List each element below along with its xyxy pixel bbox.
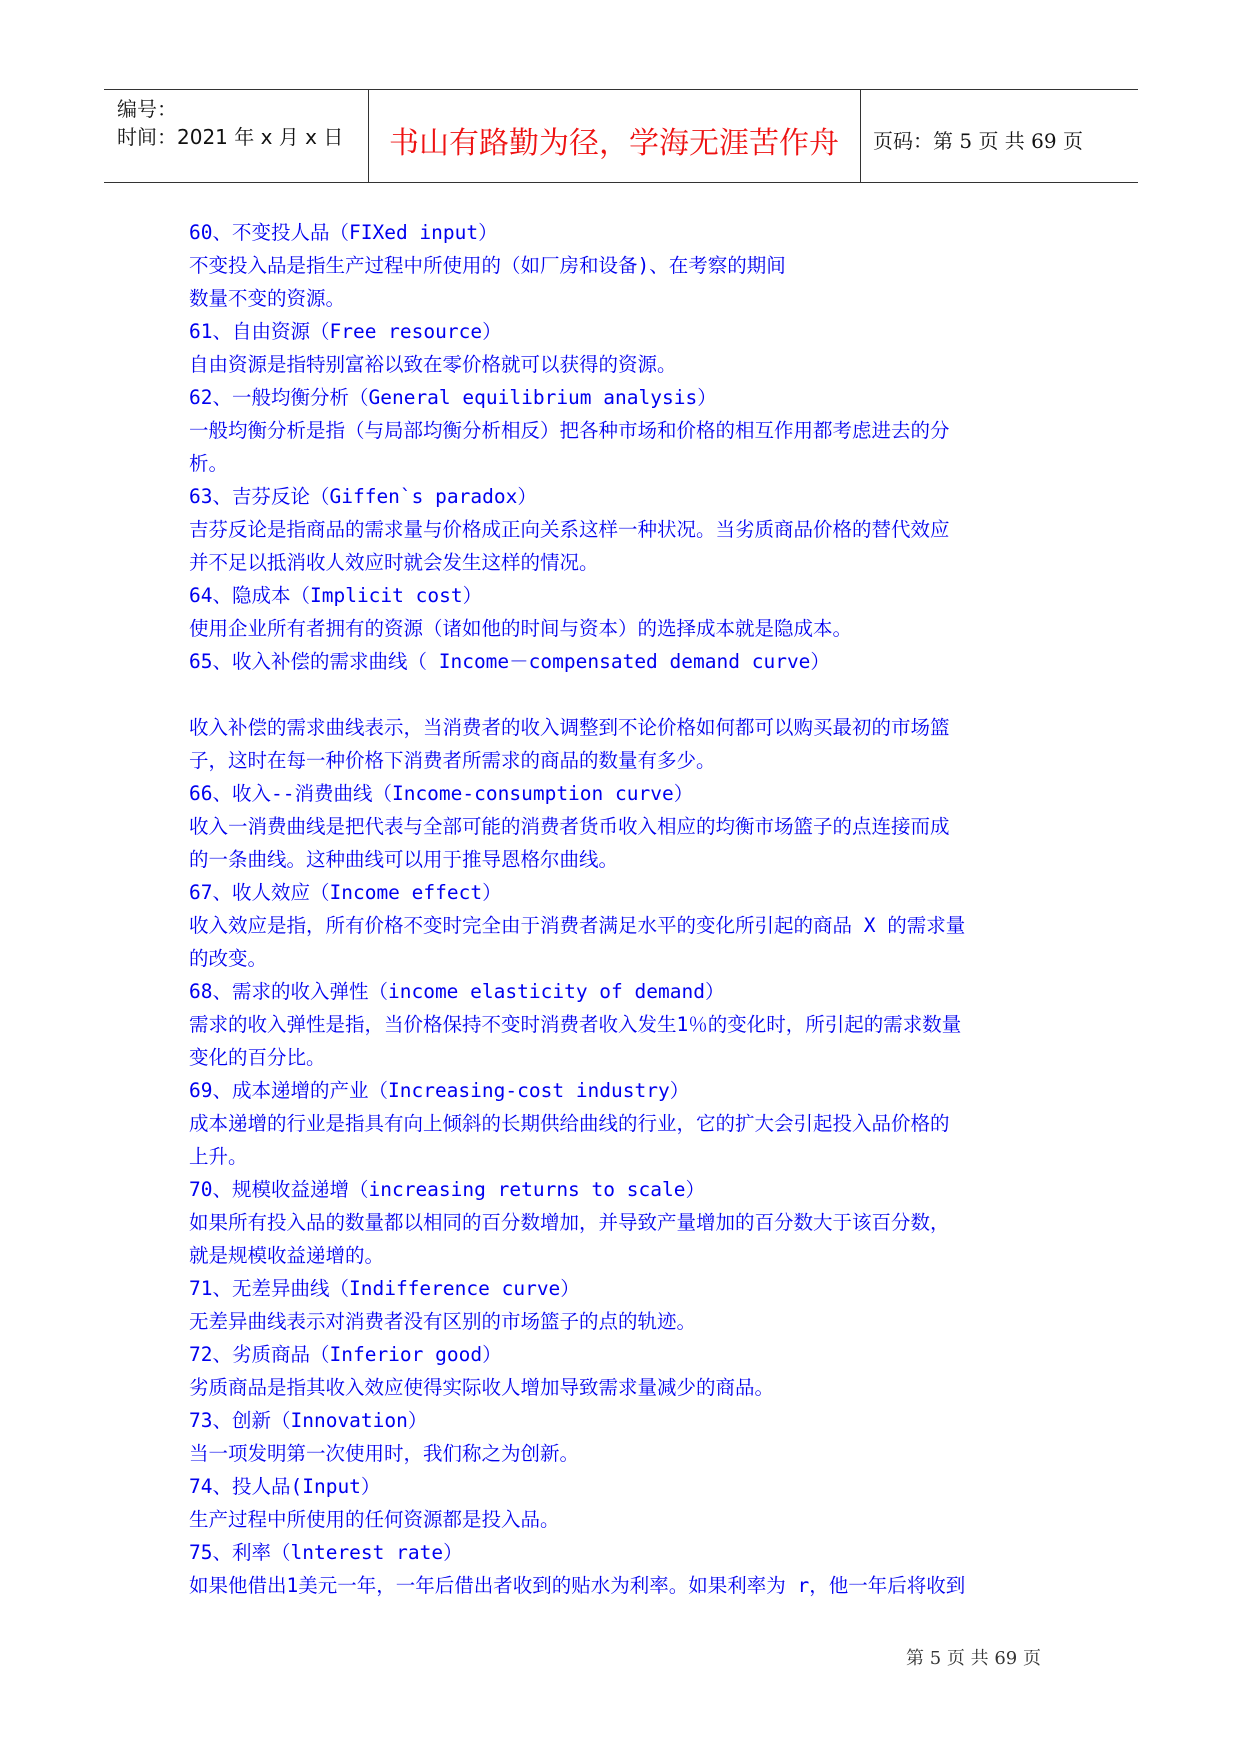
header-divider-right (860, 89, 861, 183)
entry-body-line: 的改变。 (189, 947, 268, 970)
entry-title: 74、投人品(Input） (189, 1475, 381, 1498)
footer-page-label: 第 5 页 共 69 页 (906, 1648, 1041, 1669)
entry-body-line: 吉芬反论是指商品的需求量与价格成正向关系这样一种状况。当劣质商品价格的替代效应 (189, 518, 950, 541)
entry-title: 73、创新（Innovation） (189, 1409, 428, 1432)
entry-body-line: 子，这时在每一种价格下消费者所需求的商品的数量有多少。 (189, 749, 716, 772)
entry-title: 62、一般均衡分析（General equilibrium analysis） (189, 386, 717, 409)
header-number-label: 编号： (117, 97, 177, 121)
entry-title: 60、不变投人品（FIXed input） (189, 221, 498, 244)
entry-body-line: 变化的百分比。 (189, 1046, 326, 1069)
entry-title: 71、无差异曲线（Indifference curve） (189, 1277, 580, 1300)
entry-body-line: 一般均衡分析是指（与局部均衡分析相反）把各种市场和价格的相互作用都考虑进去的分 (189, 419, 950, 442)
header-page-label: 页码：第 5 页 共 69 页 (873, 129, 1083, 153)
entry-title: 75、利率（lnterest rate） (189, 1541, 463, 1564)
header-top-rule (104, 89, 1138, 90)
entry-title: 69、成本递增的产业（Increasing-cost industry） (189, 1079, 690, 1102)
entry-body-line: 不变投入品是指生产过程中所使用的（如厂房和设备)、在考察的期间 (189, 254, 786, 277)
entry-body-line: 当一项发明第一次使用时，我们称之为创新。 (189, 1442, 580, 1465)
entry-body-line: 如果所有投入品的数量都以相同的百分数增加，并导致产量增加的百分数大于该百分数， (189, 1211, 950, 1234)
entry-title: 65、收入补偿的需求曲线（ Income－compensated demand curve） (189, 650, 830, 673)
entry-body-line: 生产过程中所使用的任何资源都是投入品。 (189, 1508, 560, 1531)
header-time-label: 时间：2021 年 x 月 x 日 (117, 125, 344, 149)
header-motto: 书山有路勤为径，学海无涯苦作舟 (389, 126, 839, 161)
entry-body-line: 析。 (189, 452, 229, 475)
entry-body-line: 收入一消费曲线是把代表与全部可能的消费者货币收入相应的均衡市场篮子的点连接而成 (189, 815, 950, 838)
entry-body-line: 上升。 (189, 1145, 248, 1168)
entry-body-line: 自由资源是指特别富裕以致在零价格就可以获得的资源。 (189, 353, 677, 376)
header-bottom-rule (104, 182, 1138, 183)
header-divider-left (368, 89, 369, 183)
entry-title: 72、劣质商品（Inferior good） (189, 1343, 502, 1366)
blank-line (189, 678, 1069, 711)
entry-body-line: 如果他借出1美元一年，一年后借出者收到的贴水为利率。如果利率为 r，他一年后将收到 (189, 1574, 966, 1597)
entry-body-line: 数量不变的资源。 (189, 287, 346, 310)
entry-body-line: 需求的收入弹性是指，当价格保持不变时消费者收入发生1％的变化时，所引起的需求数量 (189, 1013, 962, 1036)
entry-title: 70、规模收益递增（increasing returns to scale） (189, 1178, 705, 1201)
entry-title: 67、收人效应（Income effect） (189, 881, 502, 904)
entry-body-line: 并不足以抵消收人效应时就会发生这样的情况。 (189, 551, 599, 574)
entry-body-line: 劣质商品是指其收入效应使得实际收人增加导致需求量减少的商品。 (189, 1376, 775, 1399)
entry-body-line: 成本递增的行业是指具有向上倾斜的长期供给曲线的行业，它的扩大会引起投入品价格的 (189, 1112, 950, 1135)
entry-body-line: 的一条曲线。这种曲线可以用于推导恩格尔曲线。 (189, 848, 619, 871)
entry-body-line: 就是规模收益递增的。 (189, 1244, 385, 1267)
entry-body-line: 无差异曲线表示对消费者没有区别的市场篮子的点的轨迹。 (189, 1310, 697, 1333)
entry-title: 66、收入--消费曲线（Income-consumption curve） (189, 782, 694, 805)
glossary-content (189, 216, 1069, 1602)
entry-title: 64、隐成本（Implicit cost） (189, 584, 483, 607)
entry-body-line: 收入效应是指，所有价格不变时完全由于消费者满足水平的变化所引起的商品 X 的需求量 (189, 914, 966, 937)
entry-title: 68、需求的收入弹性（income elasticity of demand） (189, 980, 725, 1003)
entry-body-line: 收入补偿的需求曲线表示，当消费者的收入调整到不论价格如何都可以购买最初的市场篮 (189, 716, 950, 739)
entry-title: 61、自由资源（Free resource） (189, 320, 502, 343)
entry-title: 63、吉芬反论（Giffen`s paradox） (189, 485, 537, 508)
entry-body-line: 使用企业所有者拥有的资源（诸如他的时间与资本）的选择成本就是隐成本。 (189, 617, 853, 640)
